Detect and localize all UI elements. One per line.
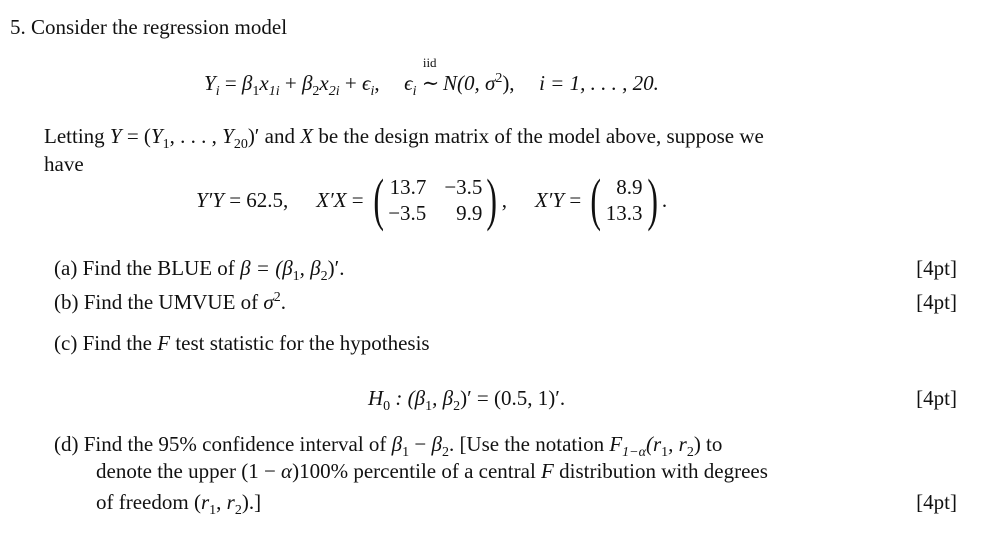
xty-grid (606, 174, 643, 226)
dist-text: N(0, σ (442, 71, 496, 95)
problem-heading (10, 14, 287, 40)
part-d-line3-c: ).] (241, 490, 262, 514)
xty-cell: 8.9 (616, 175, 643, 199)
part-a-points: [4pt] (916, 256, 957, 280)
part-d-text-e: , r (668, 432, 687, 456)
part-b-end: . (280, 290, 287, 314)
part-d-points: [4pt] (916, 490, 957, 514)
part-a-sub1: 1 (292, 269, 300, 285)
eq-equals: = (224, 71, 237, 95)
eq-beta2-sub: 2 (312, 84, 320, 100)
xty-equals: = (569, 187, 582, 212)
xty-cell: 13.3 (605, 201, 643, 225)
eq-x1-sub: 1i (268, 84, 280, 100)
setup-text-d: )′ and (247, 124, 301, 148)
setup-text-c: , . . . , (169, 124, 223, 148)
eq-beta1: β (241, 71, 253, 95)
part-c-points: [4pt] (916, 386, 957, 410)
xtx-cell: −3.5 (388, 201, 427, 225)
dist-sup: 2 (495, 71, 503, 86)
iid-label: iid (422, 55, 437, 70)
part-b-sigma: σ (263, 290, 274, 314)
eq-beta2: β (301, 71, 313, 95)
problem-intro: Consider the regression model (31, 15, 288, 39)
hyp-text-d: )′ = (0.5, 1)′. (460, 386, 566, 410)
part-a (54, 255, 345, 285)
eq-epsilon-sub: i (370, 84, 375, 100)
part-d-r1: 1 (661, 445, 669, 461)
setup-Y20: Y (222, 124, 234, 148)
eq-Y: Y (204, 71, 216, 95)
part-a-beta: β (240, 256, 251, 280)
part-a-sub2: 2 (320, 269, 328, 285)
part-a-eq: = (β (250, 256, 293, 280)
part-d-line-3 (96, 489, 262, 519)
left-paren: ( (373, 167, 384, 232)
right-paren: ) (486, 167, 498, 232)
xtx-equals: = (351, 187, 364, 212)
dist-end: ), (502, 71, 515, 95)
xtx-comma: , (501, 187, 507, 212)
part-b-sup: 2 (273, 290, 281, 305)
part-b (54, 289, 286, 315)
part-d-F-sub: 1−α (622, 445, 646, 461)
eq-plus1: + (284, 71, 297, 95)
xtx-matrix (369, 167, 502, 232)
setup-Y1-sub: 1 (162, 137, 170, 153)
hyp-H: H (368, 386, 384, 410)
part-d-text-c: . [Use the notation (448, 432, 610, 456)
eq-plus2: + (344, 71, 357, 95)
setup-text-e: be the design matrix of the model above, suppose we (313, 124, 764, 148)
setup-line-1 (44, 123, 764, 153)
part-d-line3-s1: 1 (209, 503, 217, 519)
eq-epsilon: ϵ (361, 71, 371, 95)
hyp-text-c: , β (432, 386, 454, 410)
eq-distribution (443, 71, 515, 95)
part-c-text-a: Find the (82, 331, 158, 355)
part-a-text: Find the BLUE of (82, 256, 241, 280)
problem-number: 5. (10, 15, 26, 39)
hyp-sub1: 1 (425, 399, 433, 415)
eq-x2: x (319, 71, 329, 95)
xtx-cell: 13.7 (389, 175, 427, 199)
part-d-sub1: 1 (402, 445, 410, 461)
eq-epsilon2: ϵ (404, 71, 413, 95)
part-d-line-1 (54, 431, 723, 461)
part-c-hypothesis (368, 385, 566, 415)
eq-index-range: i = 1, . . . , 20. (539, 71, 659, 95)
part-d-line2-F: F (541, 459, 554, 483)
hyp-text-b: : (β (390, 386, 426, 410)
part-b-label: (b) (54, 290, 79, 314)
eq-x1: x (259, 71, 269, 95)
xtx-label: X′X (316, 187, 347, 212)
part-d-label: (d) (54, 432, 79, 456)
part-d-line3-s2: 2 (234, 503, 242, 519)
yty-value: = 62.5, (229, 187, 289, 212)
eq-beta1-sub: 1 (252, 84, 260, 100)
tilde-symbol: ∼ (421, 71, 440, 95)
part-c (54, 330, 430, 356)
eq-epsilon2-sub: i (412, 84, 417, 100)
part-d-r2: 2 (686, 445, 694, 461)
part-d-line2-b: )100% percentile of a central (292, 459, 542, 483)
eq-Y-sub: i (215, 84, 220, 100)
part-b-text: Find the UMVUE of (83, 290, 264, 314)
given-quantities (196, 167, 668, 232)
xtx-cell: −3.5 (444, 175, 483, 199)
xtx-cell: 9.9 (456, 201, 483, 225)
part-d-line3-r2: r (226, 490, 235, 514)
hyp-sub2: 2 (453, 399, 461, 415)
setup-text-a: Letting (44, 124, 110, 148)
part-d-line2-a: denote the upper (1 − (96, 459, 282, 483)
part-d-text-a: Find the 95% confidence interval of (83, 432, 392, 456)
xty-vector (586, 167, 661, 232)
setup-Y1: Y (150, 124, 163, 148)
setup-line-2: have (44, 152, 84, 176)
part-d-F: F (609, 432, 623, 456)
iid-symbol (421, 55, 440, 96)
part-d-line3-b: , (216, 490, 227, 514)
part-d-beta1: β (391, 432, 403, 456)
left-paren: ( (590, 167, 602, 232)
part-d-line-2 (96, 458, 768, 484)
setup-Y20-sub: 20 (233, 137, 248, 153)
part-a-label: (a) (54, 256, 78, 280)
xtx-grid (388, 174, 482, 226)
setup-Y: Y (109, 124, 122, 148)
setup-text-b: = ( (121, 124, 151, 148)
setup-X: X (300, 124, 314, 148)
part-d-minus: − (409, 432, 432, 456)
part-c-label: (c) (54, 331, 78, 355)
part-d-beta2: β (431, 432, 442, 456)
eq-comma: , (374, 71, 380, 95)
part-d-text-f: ) to (693, 432, 723, 456)
part-a-comma: , β (299, 256, 321, 280)
part-d-line3-r1: r (200, 490, 210, 514)
part-d-line2-c: distribution with degrees (553, 459, 768, 483)
part-d-text-d: (r (645, 432, 662, 456)
right-paren: ) (646, 167, 658, 232)
part-c-text-b: test statistic for the hypothesis (170, 331, 430, 355)
yty-label: Y′Y (196, 187, 224, 212)
xty-period: . (661, 187, 668, 212)
xty-label: X′Y (534, 187, 565, 212)
model-equation (204, 55, 659, 100)
hyp-H-sub: 0 (383, 399, 391, 415)
eq-x2-sub: 2i (328, 84, 340, 100)
part-d-sub2: 2 (441, 445, 449, 461)
part-a-end: )′. (327, 256, 345, 280)
part-d-alpha: α (281, 459, 293, 483)
part-d-line3-a: of freedom ( (96, 490, 201, 514)
part-c-F: F (157, 331, 171, 355)
part-b-points: [4pt] (916, 290, 957, 314)
